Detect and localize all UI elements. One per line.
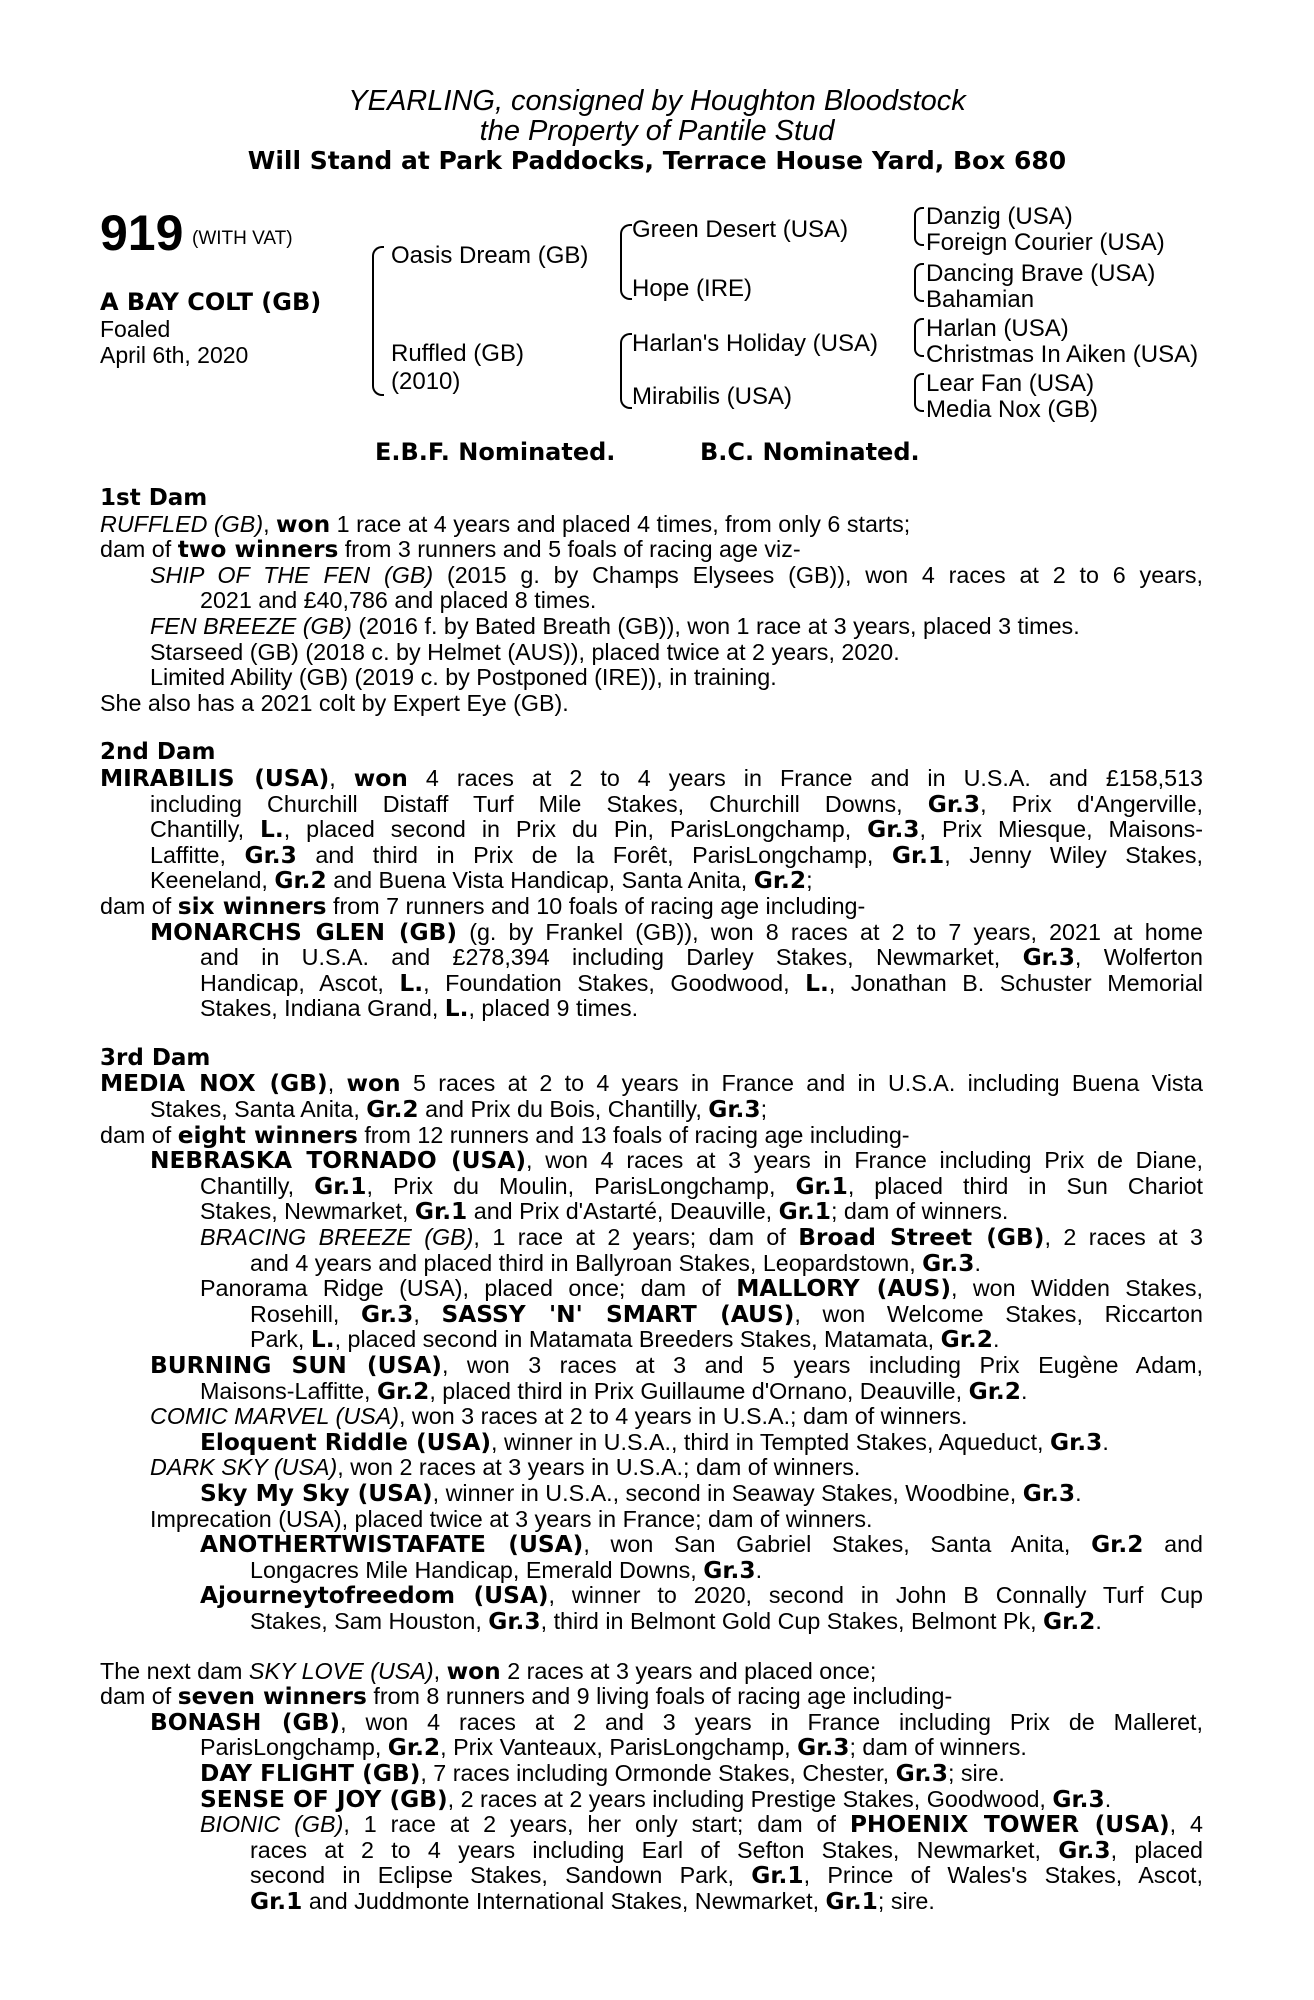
entry-line: [100, 1481, 1203, 1507]
lot-description: A BAY COLT (GB): [100, 288, 322, 316]
plain-text: including Churchill Distaff Turf Mile Stakes, Churchill Downs,: [150, 790, 928, 817]
dam-section: [100, 1046, 1203, 1635]
bold-text: Gr.2: [1043, 1607, 1096, 1635]
entry-line: [100, 792, 1203, 818]
bold-text: Sky My Sky (USA): [200, 1479, 433, 1507]
foaled-date: April 6th, 2020: [100, 342, 249, 368]
foaled-label: Foaled: [100, 316, 171, 342]
plain-text: , third in Belmont Gold Cup Stakes, Belmont Pk,: [540, 1607, 1044, 1634]
plain-text: Park,: [250, 1326, 311, 1353]
pedigree-sire-dam: Hope (IRE): [632, 275, 753, 302]
bold-text: Gr.3: [1022, 944, 1075, 972]
plain-text: Laffitte,: [150, 841, 245, 868]
pedigree-brace-g1: [914, 207, 924, 246]
entry-line: [100, 920, 1203, 946]
bold-text: Gr.3: [1050, 1428, 1103, 1456]
entry-line: [100, 1735, 1203, 1761]
plain-text: .: [755, 1556, 763, 1583]
plain-text: 1 race at 4 years and placed 4 times, from only 6 starts;: [330, 510, 911, 537]
section-title: 1st Dam: [100, 485, 208, 511]
bc-nomination: B.C. Nominated.: [700, 438, 920, 466]
plain-text: and: [1143, 1531, 1204, 1558]
bold-text: Gr.1: [891, 841, 945, 869]
bold-text: Gr.2: [1091, 1531, 1144, 1559]
plain-text: Handicap, Ascot,: [200, 969, 400, 996]
entry-line: [100, 640, 1203, 666]
bold-text: Gr.3: [867, 816, 920, 844]
catalogue-body: [100, 486, 1203, 1914]
pedigree-brace-dam: [620, 333, 632, 409]
plain-text: , placed third in Prix Guillaume d'Ornano, Deauville,: [429, 1377, 969, 1404]
pedigree-g8: Media Nox (GB): [926, 396, 1099, 423]
plain-text: ,: [413, 1300, 442, 1327]
plain-text: , Jonathan B. Schuster Memorial: [828, 969, 1203, 996]
entry-line: [100, 1404, 1203, 1430]
plain-text: .: [1095, 1607, 1102, 1634]
plain-text: , Prince of Wales's Stakes, Ascot,: [803, 1862, 1203, 1889]
bold-text: Gr.3: [361, 1300, 414, 1328]
entry-line: [100, 1889, 1203, 1915]
plain-text: , won 4 races at 3 years in France including Prix de Diane,: [526, 1147, 1203, 1174]
plain-text: , 7 races including Ormonde Stakes, Chester,: [420, 1759, 896, 1786]
pedigree-g7: Lear Fan (USA): [926, 370, 1095, 397]
bold-text: Gr.3: [797, 1734, 850, 1762]
plain-text: Chantilly,: [200, 1172, 315, 1199]
bold-text: L.: [310, 1326, 335, 1354]
plain-text: .: [992, 1326, 1000, 1353]
lot-number: 919: [100, 205, 184, 261]
plain-text: Maisons-Laffitte,: [200, 1377, 377, 1404]
plain-text: races at 2 to 4 years including Earl of Sefton Stakes, Newmarket,: [250, 1836, 1059, 1863]
pedigree-sire: Oasis Dream (GB): [391, 242, 589, 269]
entry-line: [100, 1710, 1203, 1736]
entry-line: [100, 1251, 1203, 1277]
plain-text: , 2 races at 3: [1044, 1224, 1203, 1251]
plain-text: Starseed (GB) (2018 c. by Helmet (AUS)), placed twice at 2 years, 2020.: [150, 638, 900, 665]
plain-text: Stakes, Indiana Grand,: [200, 995, 445, 1022]
bold-text: SASSY 'N' SMART (AUS): [441, 1300, 795, 1328]
bold-text: won: [276, 510, 331, 538]
entry-line: [100, 1276, 1203, 1302]
plain-text: from 8 runners and 9 living foals of racing age including-: [366, 1683, 953, 1710]
entry-line: [100, 1609, 1203, 1635]
plain-text: 5 races at 2 to 4 years in France and in U.S.A. including Buena Vista: [400, 1070, 1203, 1097]
entry-line: [100, 1761, 1203, 1787]
italic-text: SKY LOVE (USA): [248, 1657, 434, 1684]
bold-text: MONARCHS GLEN (GB): [150, 918, 458, 946]
entry-line: [100, 1684, 1203, 1710]
plain-text: , winner in U.S.A., third in Tempted Stakes, Aqueduct,: [491, 1428, 1050, 1455]
plain-text: and Juddmonte International Stakes, Newmarket,: [302, 1887, 826, 1914]
plain-text: .: [1102, 1428, 1109, 1455]
plain-text: Imprecation (USA), placed twice at 3 years in France; dam of winners.: [150, 1505, 873, 1532]
entry-line: [100, 691, 1203, 717]
pedigree-dam: Ruffled (GB): [391, 340, 524, 367]
entry-line: [100, 1583, 1203, 1609]
plain-text: , placed: [1110, 1836, 1203, 1863]
plain-text: Chantilly,: [150, 816, 261, 843]
bold-text: Gr.2: [366, 1096, 419, 1124]
entry-line: [100, 1863, 1203, 1889]
bold-text: seven winners: [177, 1683, 367, 1711]
bold-text: PHOENIX TOWER (USA): [849, 1811, 1170, 1839]
plain-text: second in Eclipse Stakes, Sandown Park,: [250, 1862, 752, 1889]
plain-text: , won 3 races at 3 and 5 years including Prix Eugène Adam,: [441, 1352, 1203, 1378]
entry-line: [100, 512, 1203, 538]
italic-text: FEN BREEZE (GB): [150, 612, 352, 639]
bold-text: L.: [399, 969, 424, 997]
entry-line: [100, 665, 1203, 691]
plain-text: The next dam: [100, 1657, 249, 1684]
entry-line: [100, 537, 1203, 563]
bold-text: Gr.3: [927, 790, 981, 818]
bold-text: won: [446, 1657, 501, 1685]
plain-text: , Jenny Wiley Stakes,: [944, 841, 1203, 868]
plain-text: ; dam of winners.: [830, 1198, 1009, 1225]
entry-line: [100, 1455, 1203, 1481]
bold-text: Gr.3: [1022, 1479, 1076, 1507]
entry-line: [100, 1532, 1203, 1558]
plain-text: , Prix Miesque, Maisons-: [919, 816, 1203, 843]
plain-text: .: [974, 1249, 981, 1276]
bold-text: Gr.2: [376, 1377, 430, 1405]
plain-text: , winner to 2020, second in John B Connally Turf Cup: [548, 1582, 1203, 1609]
bold-text: Gr.1: [795, 1172, 848, 1200]
pedigree-g2: Foreign Courier (USA): [926, 229, 1165, 256]
plain-text: 2 races at 3 years and placed once;: [500, 1657, 877, 1684]
bold-text: Gr.1: [314, 1172, 367, 1200]
bold-text: SENSE OF JOY (GB): [200, 1785, 448, 1813]
bold-text: L.: [444, 995, 469, 1023]
vat-note: (WITH VAT): [192, 228, 293, 249]
bold-text: Ajourneytofreedom (USA): [200, 1582, 549, 1610]
plain-text: , Prix du Moulin, ParisLongchamp,: [366, 1172, 796, 1199]
plain-text: and third in Prix de la Forêt, ParisLongchamp,: [296, 841, 892, 868]
plain-text: and in U.S.A. and £278,394 including Darley Stakes, Newmarket,: [200, 944, 1023, 971]
plain-text: dam of: [100, 892, 178, 919]
plain-text: Stakes, Newmarket,: [200, 1198, 415, 1225]
dam-section: [100, 486, 1203, 716]
plain-text: , placed third in Sun Chariot: [847, 1172, 1204, 1199]
pedigree-dam-sire: Harlan's Holiday (USA): [632, 330, 878, 357]
entry-line: [100, 1379, 1203, 1405]
ebf-nomination: E.B.F. Nominated.: [375, 438, 616, 466]
plain-text: Panorama Ridge (USA), placed once; dam of: [200, 1275, 737, 1302]
plain-text: , Prix d'Angerville,: [980, 790, 1203, 817]
section-spacer: [100, 1635, 1203, 1659]
bold-text: NEBRASKA TORNADO (USA): [150, 1147, 527, 1175]
plain-text: (2015 g. by Champs Elysees (GB)), won 4 races at 2 to 6 years,: [433, 561, 1203, 588]
bold-text: Gr.2: [274, 867, 327, 895]
plain-text: from 12 runners and 13 foals of racing age including-: [357, 1121, 910, 1148]
plain-text: 2021 and £40,786 and placed 8 times.: [200, 587, 597, 614]
pedigree-g6: Christmas In Aiken (USA): [926, 341, 1199, 368]
plain-text: .: [1104, 1785, 1112, 1812]
plain-text: , 1 race at 2 years; dam of: [473, 1224, 799, 1251]
entry-line: [100, 1812, 1203, 1838]
bold-text: DAY FLIGHT (GB): [200, 1759, 421, 1787]
entry-line: [100, 588, 1203, 614]
bold-text: Broad Street (GB): [798, 1224, 1045, 1252]
italic-text: SHIP OF THE FEN (GB): [150, 561, 434, 588]
plain-text: , won 3 races at 2 to 4 years in U.S.A.; dam of winners.: [398, 1403, 968, 1430]
plain-text: , won 2 races at 3 years in U.S.A.; dam of winners.: [337, 1454, 861, 1481]
section-title: 3rd Dam: [100, 1044, 211, 1071]
plain-text: , placed second in Matamata Breeders Stakes, Matamata,: [334, 1326, 941, 1353]
bold-text: eight winners: [177, 1121, 358, 1149]
bold-text: won: [353, 764, 408, 792]
pedigree-g1: Danzig (USA): [926, 203, 1073, 230]
entry-line: [100, 817, 1203, 843]
plain-text: , 2 races at 2 years including Prestige Stakes, Goodwood,: [447, 1785, 1053, 1812]
entry-line: [100, 945, 1203, 971]
plain-text: and Prix d'Astarté, Deauville,: [467, 1198, 779, 1225]
bold-text: Gr.1: [414, 1198, 468, 1226]
plain-text: , winner in U.S.A., second in Seaway Stakes, Woodbine,: [432, 1479, 1023, 1506]
plain-text: ;: [760, 1096, 768, 1123]
entry-line: [100, 1123, 1203, 1149]
bold-text: Gr.1: [751, 1862, 804, 1890]
entry-line: [100, 843, 1203, 869]
entry-line: [100, 894, 1203, 920]
entry-line: [100, 971, 1203, 997]
plain-text: ,: [263, 510, 277, 537]
plain-text: , Wolferton: [1074, 944, 1203, 971]
plain-text: , won San Gabriel Stakes, Santa Anita,: [583, 1531, 1092, 1558]
bold-text: Gr.2: [940, 1326, 993, 1354]
bold-text: Gr.2: [753, 867, 807, 895]
header-property: the Property of Pantile Stud: [479, 115, 835, 147]
bold-text: won: [346, 1070, 401, 1098]
plain-text: dam of: [100, 536, 178, 563]
plain-text: and 4 years and placed third in Ballyroan Stakes, Leopardstown,: [250, 1249, 923, 1276]
plain-text: , Prix Vanteaux, ParisLongchamp,: [440, 1734, 798, 1761]
entry-line: [100, 1353, 1203, 1379]
italic-text: BRACING BREEZE (GB): [200, 1224, 474, 1251]
entry-line: [100, 563, 1203, 589]
entry-line: [100, 1430, 1203, 1456]
entry-line: [100, 1225, 1203, 1251]
plain-text: 4 races at 2 to 4 years in France and in U.S.A. and £158,513: [407, 764, 1203, 791]
entry-line: [100, 1838, 1203, 1864]
bold-text: Gr.3: [488, 1607, 541, 1635]
plain-text: dam of: [100, 1683, 178, 1710]
dam-section: [100, 740, 1203, 1022]
plain-text: and Buena Vista Handicap, Santa Anita,: [326, 867, 754, 894]
plain-text: ,: [327, 1070, 347, 1097]
plain-text: She also has a 2021 colt by Expert Eye (GB).: [100, 689, 569, 716]
entry-line: [100, 1199, 1203, 1225]
bold-text: Gr.3: [244, 841, 297, 869]
italic-text: RUFFLED (GB): [100, 510, 264, 537]
plain-text: , 4: [1169, 1811, 1203, 1838]
plain-text: ,: [433, 1657, 447, 1684]
bold-text: BURNING SUN (USA): [150, 1352, 442, 1379]
plain-text: Limited Ability (GB) (2019 c. by Postponed (IRE)), in training.: [150, 664, 777, 691]
plain-text: .: [1020, 1377, 1028, 1404]
plain-text: .: [1075, 1479, 1082, 1506]
bold-text: MEDIA NOX (GB): [100, 1070, 328, 1098]
plain-text: (g. by Frankel (GB)), won 8 races at 2 to 7 years, 2021 at home: [457, 918, 1203, 945]
entry-line: [100, 868, 1203, 894]
entry-line: [100, 766, 1203, 792]
bold-text: Eloquent Riddle (USA): [200, 1428, 491, 1456]
bold-text: Gr.3: [922, 1249, 975, 1277]
plain-text: ParisLongchamp,: [200, 1734, 388, 1761]
plain-text: ; dam of winners.: [849, 1734, 1027, 1761]
pedigree-brace-sire: [620, 224, 632, 300]
bold-text: Gr.3: [1052, 1785, 1105, 1813]
bold-text: Gr.3: [895, 1759, 948, 1787]
plain-text: Keeneland,: [150, 867, 275, 894]
entry-line: [100, 1507, 1203, 1533]
bold-text: Gr.3: [708, 1096, 761, 1124]
header-consignment: YEARLING, consigned by Houghton Bloodstock: [348, 85, 966, 117]
plain-text: ; sire.: [877, 1887, 935, 1914]
entry-line: [100, 1787, 1203, 1813]
bold-text: ANOTHERTWISTAFATE (USA): [200, 1531, 584, 1559]
bold-text: Gr.3: [1058, 1836, 1111, 1864]
plain-text: from 3 runners and 5 foals of racing age viz-: [338, 536, 801, 563]
italic-text: DARK SKY (USA): [150, 1454, 338, 1481]
entry-line: [100, 1558, 1203, 1584]
bold-text: L.: [260, 816, 284, 844]
pedigree-dam-dam: Mirabilis (USA): [632, 383, 793, 410]
plain-text: ;: [806, 867, 813, 894]
plain-text: , won Welcome Stakes, Riccarton: [794, 1300, 1203, 1327]
header-location: Will Stand at Park Paddocks, Terrace House Yard, Box 680: [247, 146, 1067, 175]
italic-text: COMIC MARVEL (USA): [150, 1403, 399, 1430]
plain-text: from 7 runners and 10 foals of racing age including-: [326, 892, 866, 919]
pedigree-brace-main: [372, 246, 384, 396]
entry-line: [100, 1659, 1203, 1685]
bold-text: L.: [805, 969, 829, 997]
bold-text: Gr.1: [778, 1198, 831, 1226]
plain-text: ,: [329, 764, 354, 791]
entry-line: [100, 1327, 1203, 1353]
bold-text: Gr.1: [825, 1887, 878, 1915]
plain-text: and Prix du Bois, Chantilly,: [418, 1096, 709, 1123]
pedigree-dam-year: (2010): [391, 368, 461, 395]
plain-text: (2016 f. by Bated Breath (GB)), won 1 race at 3 years, placed 3 times.: [351, 612, 1080, 639]
pedigree-g4: Bahamian: [926, 286, 1035, 313]
entry-line: [100, 1097, 1203, 1123]
bold-text: MALLORY (AUS): [736, 1275, 951, 1303]
plain-text: ; sire.: [947, 1759, 1005, 1786]
bold-text: Gr.2: [387, 1734, 441, 1762]
pedigree-brace-g4: [914, 373, 924, 412]
entry-line: [100, 1071, 1203, 1097]
plain-text: , won Widden Stakes,: [950, 1275, 1203, 1302]
plain-text: dam of: [100, 1121, 178, 1148]
plain-text: Stakes, Santa Anita,: [150, 1096, 367, 1123]
pedigree-g5: Harlan (USA): [926, 315, 1069, 342]
entry-line: [100, 1148, 1203, 1174]
pedigree-g3: Dancing Brave (USA): [926, 260, 1156, 287]
bold-text: Gr.2: [968, 1377, 1021, 1405]
plain-text: , Foundation Stakes, Goodwood,: [423, 969, 806, 996]
plain-text: Longacres Mile Handicap, Emerald Downs,: [250, 1556, 704, 1583]
pedigree-brace-g3: [914, 318, 924, 357]
entry-line: [100, 1302, 1203, 1328]
bold-text: six winners: [177, 892, 327, 920]
bold-text: Gr.3: [703, 1556, 756, 1584]
pedigree-sire-sire: Green Desert (USA): [632, 216, 849, 243]
bold-text: two winners: [177, 536, 339, 564]
plain-text: , won 4 races at 2 and 3 years in France including Prix de Malleret,: [340, 1708, 1203, 1735]
dam-section: [100, 1635, 1203, 1915]
section-title: 2nd Dam: [100, 739, 216, 766]
bold-text: Gr.1: [250, 1887, 303, 1915]
plain-text: , placed second in Prix du Pin, ParisLongchamp,: [283, 816, 868, 843]
plain-text: Stakes, Sam Houston,: [250, 1607, 489, 1634]
entry-line: [100, 996, 1203, 1022]
italic-text: BIONIC (GB): [200, 1811, 344, 1838]
bold-text: MIRABILIS (USA): [100, 764, 330, 792]
plain-text: Rosehill,: [250, 1300, 361, 1327]
entry-line: [100, 1174, 1203, 1200]
entry-line: [100, 614, 1203, 640]
plain-text: , 1 race at 2 years, her only start; dam of: [343, 1811, 850, 1838]
bold-text: BONASH (GB): [150, 1708, 341, 1736]
plain-text: , placed 9 times.: [468, 995, 639, 1022]
pedigree-brace-g2: [914, 263, 924, 302]
